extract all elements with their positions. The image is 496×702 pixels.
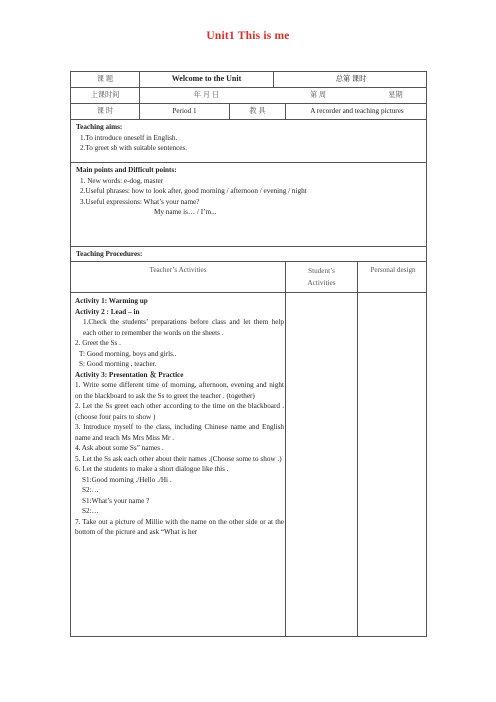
activity-line: 7. Take out a picture of Millie with the name on the other side or at the bottom of the picture and ask “What is her [75, 517, 284, 536]
col-teacher-activities: Teacher’s Activities [149, 266, 207, 274]
topic-value: Welcome to the Unit [139, 72, 273, 87]
page-title: Unit1 This is me [206, 30, 290, 42]
main-point-item: 2.Useful phrases: how to look after, good morning / afternoon / evening / night [80, 187, 307, 195]
activity-line: S1:Good morning ./Hello ./Hi . [82, 475, 172, 484]
activity-line: Activity 1: Warming up [75, 297, 148, 305]
activity-line: S: Good morning , teacher. [79, 360, 157, 368]
procedures-heading: Teaching Procedures: [76, 250, 143, 258]
header-row-period [71, 104, 426, 120]
main-points-heading: Main points and Difficult points: [76, 166, 177, 174]
aims-section [71, 120, 426, 163]
activity-line: 4. Ask about some Ss” names . [75, 444, 164, 452]
col-student-activities: Student’s Activities [285, 262, 357, 292]
main-point-item: 1. New words: e-dog, master [80, 176, 164, 185]
activity-line: 1. Write some different time of morning, afternoon, evening and night on the blackboard to ask the Ss to greet the teacher . (together) [75, 381, 284, 400]
teacher-activities-list [75, 296, 284, 538]
aim-item: 2.To greet sb with suitable sentences. [80, 144, 188, 152]
date-field: 年 月 日 [139, 88, 273, 103]
time-label: 上课时间 [90, 91, 120, 100]
main-points-section [71, 163, 426, 247]
activity-line: 6. Let the students to make a short dialogue like this . [75, 465, 229, 473]
total-lessons: 总第 课时 [273, 72, 428, 87]
tools-label: 教 具 [229, 104, 285, 119]
activity-line: 2. Let the Ss greet each other according to the time on the blackboard .(choose four pairs to show ) [75, 402, 284, 421]
topic-label: 课 题 [96, 75, 114, 84]
activity-line: Activity 2 : Lead – in [75, 307, 140, 316]
activity-line: S1:What’s your name ? [82, 496, 150, 505]
aims-heading: Teaching aims: [76, 123, 123, 131]
activity-line: Activity 3: Presentation ＆ Practice [75, 370, 184, 379]
col-personal-design: Personal design [357, 262, 428, 292]
main-point-item: 3.Useful expressions: What’s your name? [80, 197, 200, 206]
activity-line: 1.Check the students’ preparations before class and let them help each other to remember the words on the sheets . [83, 318, 284, 337]
period-value: Period 1 [139, 104, 229, 119]
period-label: 课 时 [96, 107, 114, 116]
header-row-topic [71, 72, 426, 88]
activity-line: 3. Introduce myself to the class, including Chinese name and English name and teach Ms Mrs Miss Mr . [75, 423, 284, 442]
activity-line: S2:… [82, 507, 99, 515]
procedures-column-headers [71, 262, 426, 293]
activity-line: 5. Let the Ss ask each other about their names .(Choose some to show .) [75, 454, 282, 463]
procedures-heading-row [71, 247, 426, 262]
lesson-plan-table [70, 71, 427, 637]
main-point-item: My name is… / I’m... [154, 208, 217, 216]
week-field: 第 周 [309, 91, 327, 100]
aim-item: 1.To introduce oneself in English. [80, 133, 178, 142]
activities-body [71, 293, 426, 636]
weekday-field: 星期 [388, 91, 403, 100]
tools-value: A recorder and teaching pictures [285, 104, 428, 119]
activity-line: T: Good morning, boys and girls.. [79, 349, 177, 358]
activity-line: 2. Greet the Ss . [75, 339, 121, 347]
header-row-time [71, 88, 426, 104]
activity-line: S2:… [82, 486, 99, 494]
